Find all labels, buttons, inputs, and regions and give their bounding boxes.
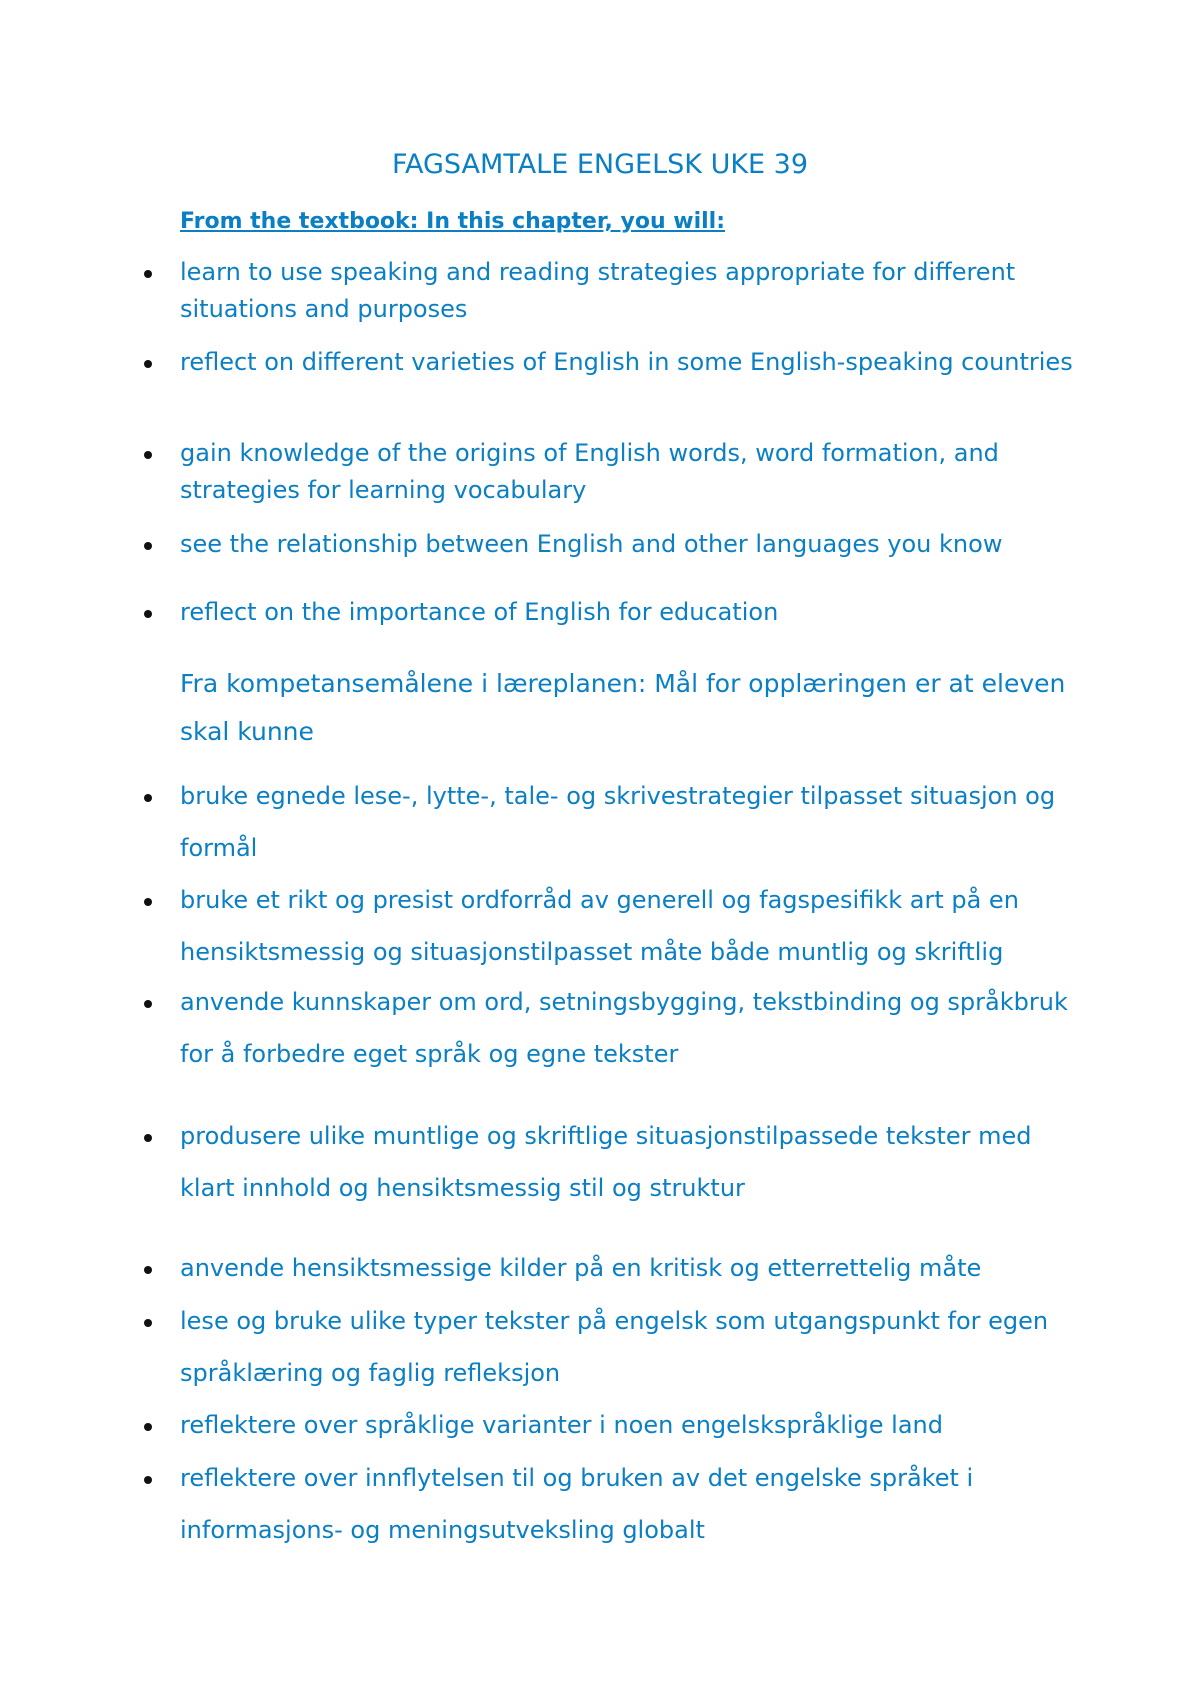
list-item: lese og bruke ulike typer tekster på engelsk som utgangspunkt for egen språklæring og faglig refleksjon [180,1295,1080,1399]
list-item: anvende kunnskaper om ord, setningsbygging, tekstbinding og språkbruk for å forbedre eget språk og egne tekster [180,976,1080,1080]
list-item: gain knowledge of the origins of English words, word formation, and strategies for learning vocabulary [180,435,1080,509]
list-item: reflektere over språklige varianter i noen engelskspråklige land [180,1399,1080,1451]
list-item: bruke et rikt og presist ordforråd av generell og fagspesifikk art på en hensiktsmessig og situasjonstilpasset måte både muntlig og skriftlig [180,874,1080,978]
curriculum-heading: Fra kompetansemålene i læreplanen: Mål for opplæringen er at eleven skal kunne [180,669,1066,746]
list-item: reflektere over innflytelsen til og bruken av det engelske språket i informasjons- og meningsutveksling globalt [180,1452,1080,1556]
list-item: bruke egnede lese-, lytte-, tale- og skrivestrategier tilpasset situasjon og formål [180,770,1080,874]
list-item: reflect on the importance of English for education [180,594,1080,631]
list-item: reflect on different varieties of English in some English-speaking countries [180,344,1080,381]
textbook-heading: From the textbook: In this chapter, you will: [180,209,726,234]
list-item: produsere ulike muntlige og skriftlige situasjonstilpassede tekster med klart innhold og hensiktsmessig stil og struktur [180,1110,1080,1214]
document-title: FAGSAMTALE ENGELSK UKE 39 [391,149,809,180]
list-item: learn to use speaking and reading strategies appropriate for different situations and purposes [180,254,1080,328]
list-item: see the relationship between English and other languages you know [180,526,1080,563]
list-item: anvende hensiktsmessige kilder på en kritisk og etterrettelig måte [180,1242,1080,1294]
